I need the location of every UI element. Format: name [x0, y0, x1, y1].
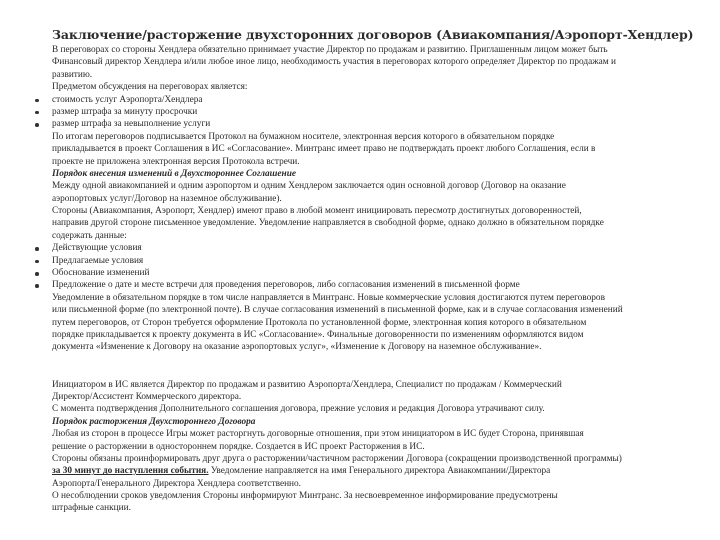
bullet-list-item: Предложение о дате и месте встречи для проведения переговоров, либо согласования изменений в письменной форме	[52, 279, 707, 291]
text-line: Стороны (Авиакомпания, Аэропорт, Хендлер) имеют право в любой момент инициировать пересмотр достигнутых договоренностей,	[52, 206, 582, 217]
text-line: Стороны обязаны проинформировать друг друга о расторжении/частичном расторжении Договора (сокращении производственной программы)	[52, 453, 622, 464]
bullet-list-item: Обоснование изменений	[52, 267, 707, 279]
section-heading: Порядок внесения изменений в Двухстороннее Соглашение	[52, 168, 297, 179]
text-line: развитию.	[52, 69, 93, 80]
section-gap	[52, 354, 707, 366]
emphasized-deadline: за 30 минут до наступления события.	[52, 466, 209, 477]
text-line: Финансовый директор Хендлера и/или любое иное лицо, необходимость участия в переговорах которого определяет Директор по продажам и	[52, 57, 616, 68]
text-line: Инициатором в ИС является Директор по продажам и развитию Аэропорта/Хендлера, Специалист по продажам / Коммерческий	[52, 379, 562, 390]
text-line: Аэропорта/Генерального Директора Хендлера соответственно.	[52, 478, 302, 489]
text-line: содержать данные:	[52, 230, 127, 241]
text-line: прикладывается в проект Соглашения в ИС «Согласование». Минтранс имеет право не подтверждать проект любого Соглашения, если в	[52, 144, 596, 155]
bullet-list-item: размер штрафа за минуту просрочки	[52, 106, 707, 118]
text-line: Уведомление в обязательном порядке в том числе направляется в Минтранс. Новые коммерческие условия достигаются путем переговоров	[52, 292, 605, 303]
text-line: аэропортовых услуг/Договор на наземное обслуживание).	[52, 193, 282, 204]
text-line	[52, 465, 707, 477]
text-line: С момента подтверждения Дополнительного соглашения договора, прежние условия и редакция Договора утрачивают силу.	[52, 404, 545, 415]
text-line: проекте не приложена электронная версия Протокола встречи.	[52, 156, 300, 167]
text-line: Предметом обсуждения на переговорах является:	[52, 82, 248, 93]
bullet-list-item: Действующие условия	[52, 242, 707, 254]
section-contract-termination	[52, 379, 707, 515]
document-body	[52, 44, 707, 515]
text-line: путем переговоров, от Сторон требуется оформление Протокола по установленной форме, электронная копия которого в обязательном	[52, 317, 587, 328]
text-line: Любая из сторон в процессе Игры может расторгнуть договорные отношения, при этом инициатором в ИС будет Сторона, принявшая	[52, 429, 584, 440]
text-line: О несоблюдении сроков уведомления Стороны информируют Минтранс. За несвоевременное информирование предусмотрены	[52, 491, 558, 502]
text-line: штрафные санкции.	[52, 503, 131, 514]
bullet-list-item: стоимость услуг Аэропорта/Хендлера	[52, 94, 707, 106]
text-line: порядке прикладывается к проекту документа в ИС «Согласование». Финальные договоренности по изменениям оформляются видом	[52, 329, 584, 340]
text-line: По итогам переговоров подписывается Протокол на бумажном носителе, электронная версия которого в обязательном порядке	[52, 131, 555, 142]
text-line: решение о расторжении в одностороннем порядке. Создается в ИС проект Расторжения в ИС.	[52, 441, 425, 452]
text-line: или письменной форме (по электронной почте). В случае согласования изменений в письменной форме, как и в случае согласования изменений	[52, 305, 623, 316]
document-title: Заключение/расторжение двухсторонних договоров (Авиакомпания/Аэропорт-Хендлер)	[52, 27, 694, 42]
section-heading: Порядок расторжения Двухстороннего Договора	[52, 416, 256, 427]
text-line: документа «Изменение к Договору на оказание аэропортовых услуг», «Изменение к Договору на наземное обслуживание».	[52, 342, 542, 353]
section-contract-changes	[52, 44, 707, 354]
section-gap	[52, 366, 707, 378]
text-line: Директор/Ассистент Коммерческого директора.	[52, 391, 242, 402]
text-line: направив другой стороне письменное уведомление. Уведомление направляется в свободной форме, однако должно в обязательном порядке	[52, 218, 604, 229]
bullet-list-item: размер штрафа за невыполнение услуги	[52, 118, 707, 130]
text-line: В переговорах со стороны Хендлера обязательно принимает участие Директор по продажам и развитию. Приглашенным лицом может быть	[52, 45, 608, 55]
text-line-rest: Уведомление направляется на имя Генерального директора Авиакомпании/Директора	[208, 466, 551, 477]
text-line: Между одной авиакомпанией и одним аэропортом и одним Хендлером заключается один основной договор (Договор на оказание	[52, 181, 566, 192]
bullet-list-item: Предлагаемые условия	[52, 255, 707, 267]
